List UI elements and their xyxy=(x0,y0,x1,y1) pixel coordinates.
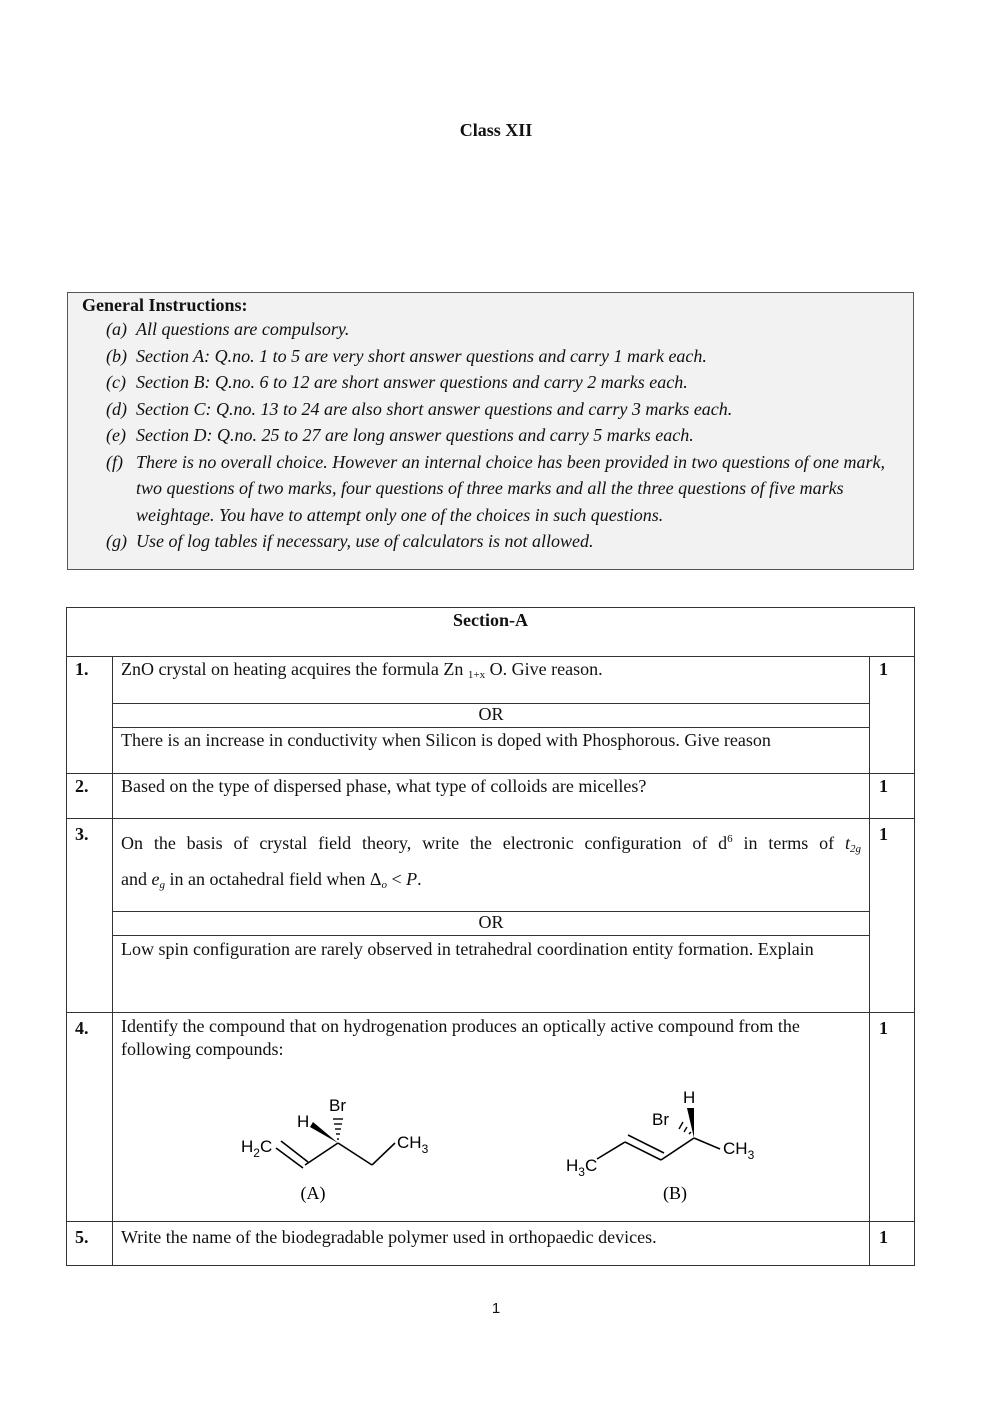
or-divider: OR xyxy=(113,912,870,936)
question-text: On the basis of crystal field theory, write the electronic configuration of $d^6$ in terms of t2g and eg in an octahedral field when Δo < P. xyxy=(113,819,870,912)
question-number: 1. xyxy=(67,657,113,774)
question-number: 4. xyxy=(67,1013,113,1222)
svg-text:H2C: $H_2C$ xyxy=(241,1137,273,1160)
question-alternative-text: There is an increase in conductivity when Silicon is doped with Phosphorous. Give reason xyxy=(113,728,870,774)
question-marks: 1 xyxy=(870,774,915,819)
question-marks: 1 xyxy=(870,1222,915,1266)
section-title: Section-A xyxy=(67,608,915,657)
general-instructions-box xyxy=(67,292,914,570)
page-number: 1 xyxy=(491,1300,501,1317)
question-text: Based on the type of dispersed phase, what type of colloids are micelles? xyxy=(113,774,870,819)
question-number: 2. xyxy=(67,774,113,819)
compound-b-structure xyxy=(566,1088,755,1204)
question-number: 3. xyxy=(67,819,113,1013)
instructions-heading: General Instructions: xyxy=(82,295,248,315)
instruction-item: (d) Section C: Q.no. 13 to 24 are also short answer questions and carry 3 marks each. xyxy=(106,398,733,419)
page-title: Class XII xyxy=(459,120,533,140)
question-text: ZnO crystal on heating acquires the formula Zn 1+x O. Give reason. xyxy=(113,657,870,704)
instruction-item: (b) Section A: Q.no. 1 to 5 are very short answer questions and carry 1 mark each. xyxy=(106,345,707,366)
instruction-item: (e) Section D: Q.no. 25 to 27 are long answer questions and carry 5 marks each. xyxy=(106,425,694,445)
svg-text:CH3: $CH_3$ xyxy=(723,1139,755,1162)
question-marks: 1 xyxy=(870,819,915,1013)
svg-text:CH3: $CH_3$ xyxy=(397,1133,429,1156)
question-text: Identify the compound that on hydrogenation produces an optically active compound from the following compounds: Br H $H_2C$ $CH_3$ (A) H Br $H_3C$ $CH_3$ (B) xyxy=(113,1013,870,1222)
instruction-item: (g) Use of log tables if necessary, use of calculators is not allowed. xyxy=(106,531,594,551)
compound-structures xyxy=(113,1071,868,1221)
question-marks: 1 xyxy=(870,1013,915,1222)
svg-text:H3C: $H_3C$ xyxy=(566,1156,598,1179)
compound-a-structure xyxy=(241,1096,429,1204)
svg-text:Br: Br xyxy=(652,1110,669,1129)
or-divider: OR xyxy=(113,704,870,728)
svg-text:H: H xyxy=(683,1088,696,1107)
svg-text:Br: Br xyxy=(329,1096,346,1115)
question-text: Write the name of the biodegradable polymer used in orthopaedic devices. xyxy=(113,1222,870,1266)
question-number: 5. xyxy=(67,1222,113,1266)
instruction-item: (c) Section B: Q.no. 6 to 12 are short answer questions and carry 2 marks each. xyxy=(106,372,688,392)
instruction-item: (f) There is no overall choice. However an internal choice has been provided in two questions of one mark, two questions of two marks, four questions of three marks and all the three questions of five marks weightage. You have to attempt only one of the choices in such questions. xyxy=(106,451,886,525)
section-a-table xyxy=(66,607,915,1266)
question-alternative-text: Low spin configuration are rarely observed in tetrahedral coordination entity formation. Explain xyxy=(113,936,870,1013)
instruction-item: (a) All questions are compulsory. xyxy=(106,319,350,339)
svg-text:H: H xyxy=(297,1112,310,1131)
question-marks: 1 xyxy=(870,657,915,774)
svg-text:(A): (A) xyxy=(300,1183,326,1203)
svg-text:(B): (B) xyxy=(663,1183,687,1203)
